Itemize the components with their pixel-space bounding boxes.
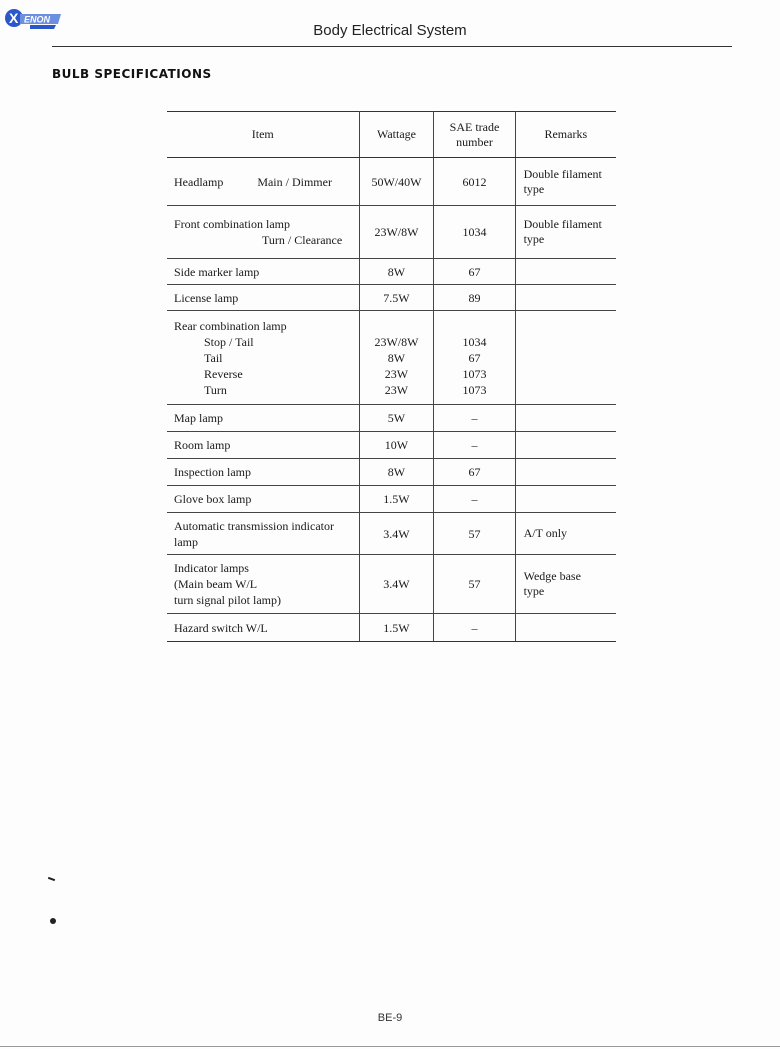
page-number: BE-9 (377, 1012, 403, 1024)
remarks-cell: A/T only (515, 513, 616, 555)
table-row (167, 459, 616, 486)
remarks-cell (515, 432, 616, 459)
column-header-item: Item (167, 112, 359, 158)
wattage-cell: 8W (359, 259, 434, 285)
page-bottom-edge (0, 1046, 780, 1047)
wattage-cell: 3.4W (359, 513, 434, 555)
item-cell: Automatic transmission indicator lamp (167, 513, 359, 555)
remarks-cell (515, 486, 616, 513)
wattage-cell: 1.5W (359, 614, 434, 642)
table-row (167, 311, 616, 405)
item-cell: Map lamp (167, 405, 359, 432)
scan-mark (48, 877, 55, 881)
table-header-row (167, 112, 616, 158)
wattage-cell: 8W (359, 459, 434, 486)
remarks-cell: Wedge base type (515, 555, 616, 614)
section-title: BULB SPECIFICATIONS (52, 67, 212, 81)
table-row (167, 486, 616, 513)
item-cell: License lamp (167, 285, 359, 311)
table-row (167, 405, 616, 432)
remarks-cell: Double filament type (515, 206, 616, 259)
table-row (167, 206, 616, 259)
wattage-cell: 7.5W (359, 285, 434, 311)
sae-cell: – (434, 614, 515, 642)
wattage-cell: 1.5W (359, 486, 434, 513)
sae-cell: – (434, 405, 515, 432)
item-cell: Hazard switch W/L (167, 614, 359, 642)
header-divider (52, 46, 732, 47)
wattage-cell: 50W/40W (359, 158, 434, 206)
item-cell: Glove box lamp (167, 486, 359, 513)
item-cell: Indicator lamps (Main beam W/L turn signal pilot lamp) (167, 555, 359, 614)
item-cell: Inspection lamp (167, 459, 359, 486)
wattage-cell: 23W/8W (359, 206, 434, 259)
remarks-cell (515, 259, 616, 285)
sae-cell: 89 (434, 285, 515, 311)
remarks-cell (515, 405, 616, 432)
sae-cell: 1034 67 1073 1073 (434, 311, 515, 405)
scan-mark (50, 918, 56, 924)
sae-cell: 67 (434, 459, 515, 486)
table-row (167, 513, 616, 555)
table-row (167, 432, 616, 459)
remarks-cell (515, 459, 616, 486)
sae-cell: – (434, 432, 515, 459)
remarks-cell (515, 285, 616, 311)
item-cell: Front combination lamp Turn / Clearance (167, 206, 359, 259)
remarks-cell (515, 614, 616, 642)
page-header-title: Body Electrical System (313, 22, 467, 39)
item-cell: Headlamp Main / Dimmer (167, 158, 359, 206)
column-header-sae: SAE trade number (434, 112, 515, 158)
wattage-cell: 23W/8W 8W 23W 23W (359, 311, 434, 405)
table-row (167, 614, 616, 642)
item-cell: Side marker lamp (167, 259, 359, 285)
item-cell: Rear combination lamp Stop / Tail Tail Reverse Turn (167, 311, 359, 405)
sae-cell: 57 (434, 513, 515, 555)
svg-text:ENON: ENON (24, 14, 51, 25)
sae-cell: 6012 (434, 158, 515, 206)
table-row (167, 285, 616, 311)
item-cell: Room lamp (167, 432, 359, 459)
sae-cell: 57 (434, 555, 515, 614)
wattage-cell: 10W (359, 432, 434, 459)
table-row (167, 555, 616, 614)
table-row (167, 259, 616, 285)
bulb-specifications-table (167, 111, 616, 642)
column-header-wattage: Wattage (359, 112, 434, 158)
column-header-remarks: Remarks (515, 112, 616, 158)
wattage-cell: 3.4W (359, 555, 434, 614)
sae-cell: 67 (434, 259, 515, 285)
table-row (167, 158, 616, 206)
svg-text:X: X (9, 10, 19, 26)
remarks-cell (515, 311, 616, 405)
wattage-cell: 5W (359, 405, 434, 432)
sae-cell: – (434, 486, 515, 513)
remarks-cell: Double filament type (515, 158, 616, 206)
sae-cell: 1034 (434, 206, 515, 259)
